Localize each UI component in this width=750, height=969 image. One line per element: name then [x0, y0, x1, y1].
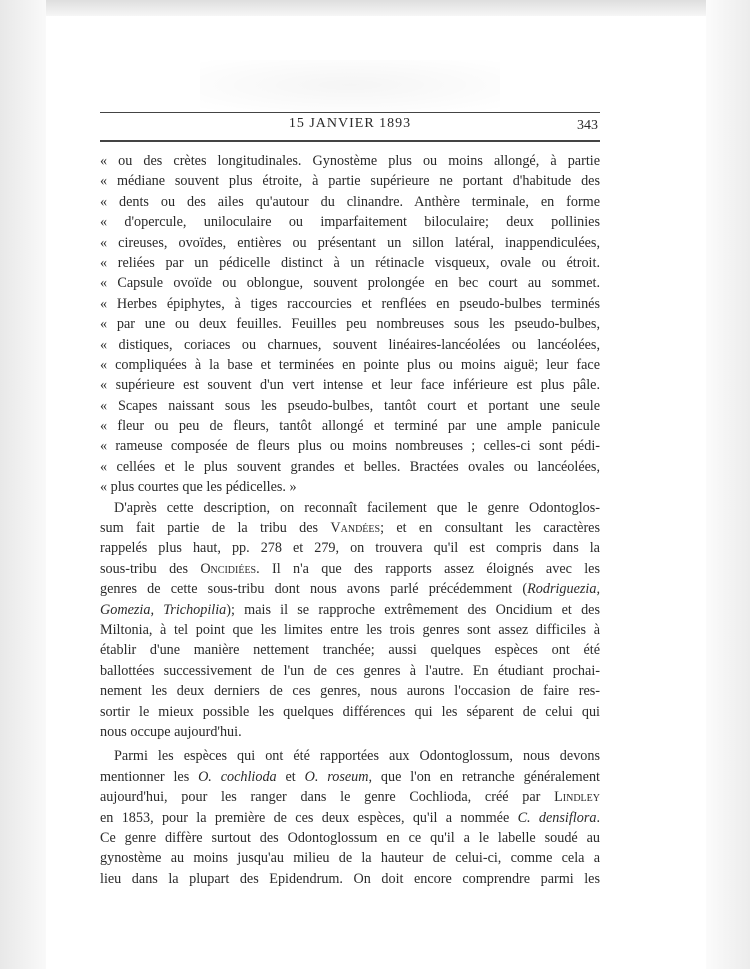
text-line: « cellées et le plus souvent grandes et belles. Bractées ovales ou lancéolées,	[100, 458, 600, 475]
genus-italic: Gomezia, Trichopilia	[100, 601, 227, 618]
running-header-date: 15 JANVIER 1893	[288, 116, 412, 131]
text-line: nement les deux derniers de ces genres, nous aurons l'occasion de faire res-	[100, 683, 600, 700]
species-italic: C. densiflora	[517, 809, 597, 826]
text-line: ballottées successivement de l'un de ces genres à l'autre. En étudiant prochai-	[100, 662, 600, 679]
page-body	[100, 151, 600, 889]
author-name: Lindley	[554, 789, 600, 806]
text-line: « fleur ou peu de fleurs, tantôt allongé et terminé par une ample panicule	[100, 418, 600, 435]
text-line: aujourd'hui, pour les ranger dans le genre Cochlioda, créé par Lindley	[100, 789, 600, 806]
text-line: Miltonia, à tel point que les limites entre les trois genres sont assez difficiles à	[100, 621, 600, 638]
text-line: « cireuses, ovoïdes, entières ou présentant un sillon latéral, inappendiculées,	[100, 234, 600, 251]
text-line: établir d'une manière nettement tranchée; aussi quelques espèces ont été	[100, 642, 600, 659]
text-line: « Herbes épiphytes, à tiges raccourcies et renflées en pseudo-bulbes terminés	[100, 295, 600, 312]
text-line: « dents ou des ailes qu'autour du clinandre. Anthère terminale, en forme	[100, 193, 600, 210]
text-line: « rameuse composée de fleurs plus ou moins nombreuses ; celles-ci sont pédi-	[100, 438, 600, 455]
text-line: « Scapes naissant sous les pseudo-bulbes, tantôt court et portant une seule	[100, 397, 600, 414]
text-line: sortir le mieux possible les quelques différences qui les séparent de celui qui	[100, 703, 600, 720]
text-line: « distiques, coriaces ou charnues, souvent linéaires-lancéolées ou lancéolées,	[100, 336, 600, 353]
quoted-description-paragraph	[100, 151, 600, 498]
species-paragraph	[100, 746, 600, 889]
text-line: « supérieure est souvent d'un vert intense et leur face inférieure est plus pâle.	[100, 377, 600, 394]
text-line: Ce genre diffère surtout des Odontoglossum en ce qu'il a le labelle soudé au	[100, 829, 600, 846]
text-line: sous-tribu des Oncidiées. Il n'a que des rapports assez éloignés avec les	[100, 560, 600, 577]
scan-edge-top	[0, 0, 750, 16]
tribe-name: Vandées	[330, 520, 381, 537]
subtribe-name: Oncidiées	[200, 560, 257, 577]
text-line: en 1853, pour la première de ces deux espèces, qu'il a nommée C. densiflora.	[100, 809, 600, 826]
text-line: sum fait partie de la tribu des Vandées; et en consultant les caractères	[100, 520, 600, 537]
text-line: gynostème au moins jusqu'au milieu de la hauteur de celui-ci, comme cela a	[100, 850, 600, 867]
header-rule-bottom	[100, 140, 600, 142]
text-line: « plus courtes que les pédicelles. »	[100, 479, 297, 496]
text-line: « compliquées à la base et terminées en pointe plus ou moins aiguë; leur face	[100, 356, 600, 373]
scan-edge-right	[706, 0, 750, 969]
species-italic: O. cochlioda	[198, 768, 277, 785]
text-line: Parmi les espèces qui ont été rapportées aux Odontoglossum, nous devons	[114, 748, 600, 765]
text-line: D'après cette description, on reconnaît facilement que le genre Odontoglos-	[114, 499, 600, 516]
text-line: « ou des crètes longitudinales. Gynostème plus ou moins allongé, à partie	[100, 153, 600, 169]
text-line: lieu dans la plupart des Epidendrum. On doit encore comprendre parmi les	[100, 870, 600, 887]
show-through-shadow	[200, 60, 500, 110]
text-line: nous occupe aujourd'hui.	[100, 723, 242, 740]
text-line: mentionner les O. cochlioda et O. roseum, que l'on en retranche généralement	[100, 768, 600, 785]
text-line: genres de cette sous-tribu dont nous avons parlé précédemment (Rodriguezia,	[100, 581, 600, 598]
text-line: « médiane souvent plus étroite, à partie supérieure ne portant d'habitude des	[100, 173, 600, 190]
text-line: rappelés plus haut, pp. 278 et 279, on trouvera qu'il est compris dans la	[100, 540, 600, 557]
species-italic: O. roseum	[304, 768, 369, 785]
text-line: « par une ou deux feuilles. Feuilles peu nombreuses sous les pseudo-bulbes,	[100, 316, 600, 333]
scan-edge-left	[0, 0, 46, 969]
header-rule-top	[100, 112, 600, 113]
text-line: Gomezia, Trichopilia); mais il se rapproche extrêmement des Oncidium et des	[100, 601, 600, 618]
genus-italic: Rodriguezia,	[527, 581, 600, 598]
text-line: « reliées par un pédicelle distinct à un rétinacle visqueux, ovale ou étroit.	[100, 254, 600, 271]
text-line: « Capsule ovoïde ou oblongue, souvent prolongée en bec court au sommet.	[100, 275, 600, 292]
page-number: 343	[577, 118, 598, 133]
description-analysis-paragraph	[100, 498, 600, 743]
text-line: « d'opercule, uniloculaire ou imparfaitement biloculaire; deux pollinies	[100, 214, 600, 231]
